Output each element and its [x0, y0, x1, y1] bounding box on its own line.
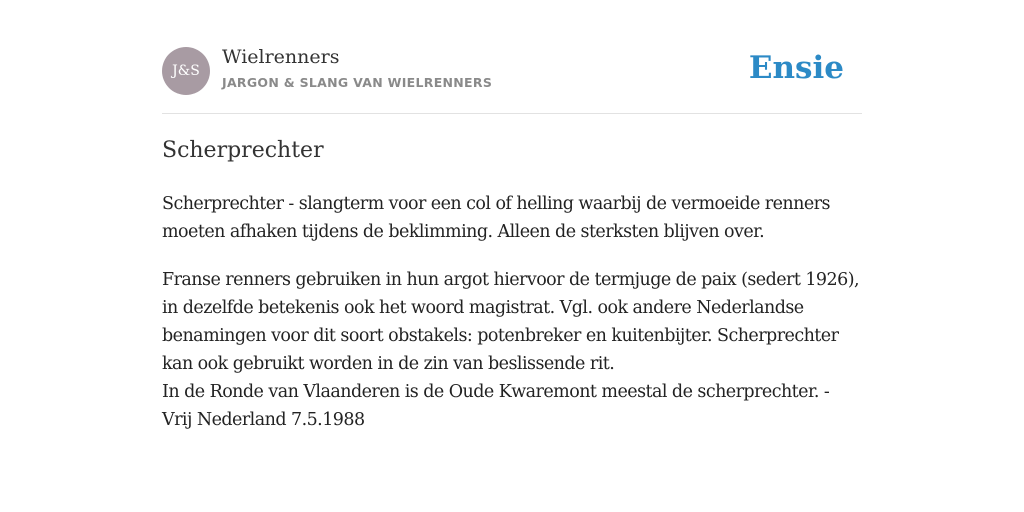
- page-title: Scherprechter: [162, 138, 324, 163]
- text-line: moeten afhaken tijdens de beklimming. Alleen de sterksten blijven over.: [162, 222, 765, 242]
- brand-logo[interactable]: Ensie: [748, 50, 844, 86]
- source-subtitle: JARGON & SLANG VAN WIELRENNERS: [222, 75, 493, 90]
- definition-paragraph: [162, 266, 866, 434]
- text-line: in dezelfde betekenis ook het woord magistrat. Vgl. ook andere Nederlandse: [162, 298, 804, 318]
- text-line: benamingen voor dit soort obstakels: potenbreker en kuitenbijter. Scherprechter: [162, 326, 839, 346]
- avatar[interactable]: J&S: [162, 47, 210, 95]
- text-line: In de Ronde van Vlaanderen is de Oude Kwaremont meestal de scherprechter. -: [162, 382, 830, 402]
- text-line: Vrij Nederland 7.5.1988: [162, 410, 365, 430]
- text-line: kan ook gebruikt worden in de zin van beslissende rit.: [162, 354, 615, 374]
- definition-paragraph: [162, 190, 866, 246]
- text-line: Franse renners gebruiken in hun argot hiervoor de termjuge de paix (sedert 1926),: [162, 270, 859, 290]
- header: [162, 46, 862, 96]
- divider: [162, 113, 862, 114]
- source-title[interactable]: Wielrenners: [222, 46, 340, 68]
- definition-body: [162, 190, 866, 454]
- text-line: Scherprechter - slangterm voor een col of helling waarbij de vermoeide renners: [162, 194, 830, 214]
